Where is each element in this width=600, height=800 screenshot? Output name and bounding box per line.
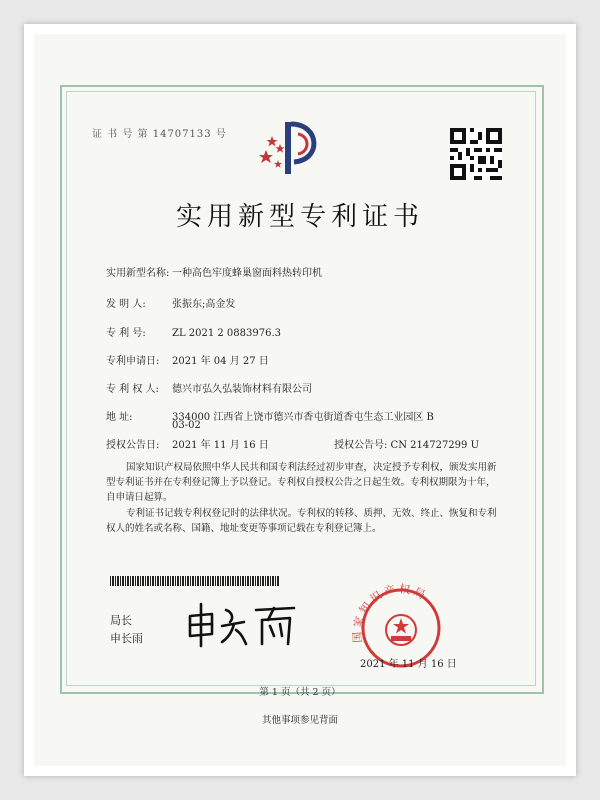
field-address-line2: 03-02: [172, 420, 201, 431]
barcode: [110, 576, 280, 586]
field-label: 地 址:: [106, 412, 133, 423]
svg-text:国家知识产权局: 国家知识产权局: [350, 582, 430, 644]
certificate-title: 实用新型专利证书: [175, 202, 424, 232]
national-emblem-icon: [386, 615, 416, 645]
field-value: 德兴市弘久弘装饰材料有限公司: [172, 384, 312, 395]
field-value: ZL 2021 2 0883976.3: [172, 328, 282, 339]
field-value: 2021 年 04 月 27 日: [172, 356, 269, 367]
field-value: 一种高色牢度蜂巢窗面料热转印机: [172, 268, 322, 279]
field-value: 334000 江西省上饶市德兴市香屯街道香屯生态工业园区 B: [172, 412, 434, 423]
field-grant-date: [106, 436, 269, 451]
page-indicator: 第 1 页（共 2 页）: [259, 687, 341, 698]
certificate-number: 证 书 号 第 14707133 号: [92, 129, 227, 140]
field-patent-number: [106, 324, 281, 339]
field-label: 实用新型名称:: [106, 268, 170, 279]
patent-office-logo-icon: [258, 112, 338, 184]
field-inventor: [106, 295, 235, 310]
field-label: 发 明 人:: [106, 299, 146, 310]
seal-date: 2021 年 11 月 16 日: [360, 659, 457, 670]
qr-code-icon: [450, 128, 502, 180]
field-value: 2021 年 11 月 16 日: [172, 440, 269, 451]
body-paragraph: 专利证书记载专利权登记时的法律状况。专利权的转移、质押、无效、终止、恢复和专利权人的姓名或名称、国籍、地址变更等事项记载在专利登记簿上。: [106, 508, 497, 534]
signatory-role: 局长: [110, 614, 132, 627]
field-address: [106, 408, 434, 423]
field-label: 授权公告日:: [106, 440, 160, 451]
field-label: 专利申请日:: [106, 356, 160, 367]
field-grant-publication-number: 授权公告号: CN 214727299 U: [334, 440, 479, 451]
field-patentee: [106, 380, 312, 395]
field-application-date: [106, 352, 269, 367]
signature-image: [182, 600, 302, 650]
signatory-name: 申长雨: [110, 632, 143, 645]
field-utility-model-name: [106, 264, 322, 279]
field-value: 张振东;高金发: [172, 299, 236, 310]
footer-note: 其他事项参见背面: [261, 715, 338, 726]
field-label: 专 利 号:: [106, 328, 146, 339]
body-paragraph: 国家知识产权局依照中华人民共和国专利法经过初步审查，决定授予专利权，颁发实用新型专利证书并在专利登记簿上予以登记。专利权自授权公告之日起生效。专利权期限为十年，自申请日起算。: [106, 462, 497, 503]
field-label: 专 利 权 人:: [106, 384, 159, 395]
